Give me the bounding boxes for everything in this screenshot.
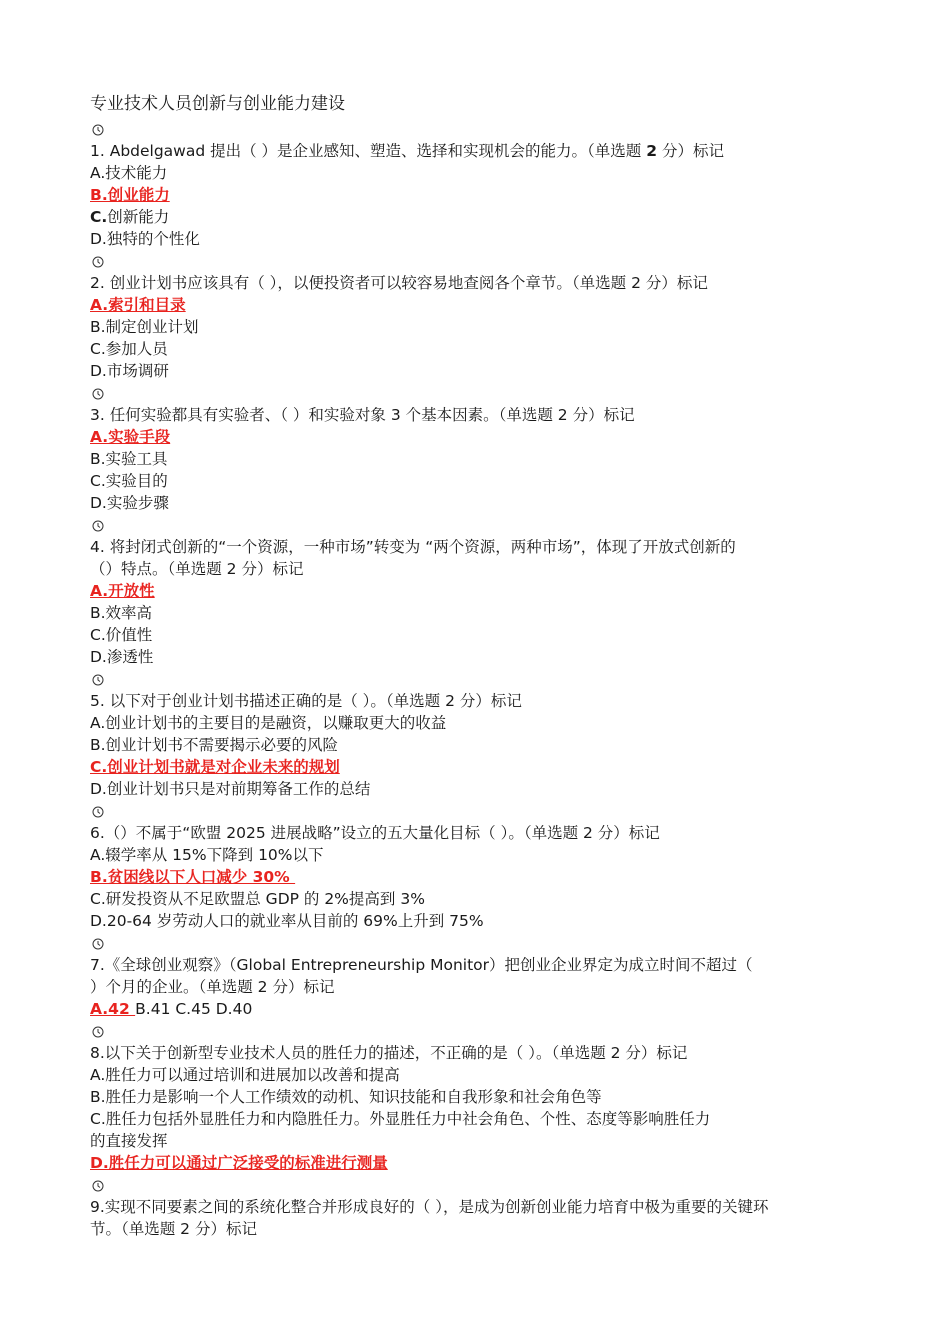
correct-answer[interactable]: A.实验手段: [90, 428, 171, 446]
option-d[interactable]: D.创业计划书只是对前期筹备工作的总结: [90, 780, 371, 798]
question-6: 6.（）不属于“欧盟 2025 进展战略”设立的五大量化目标（ ）。（单选题 2 分）标记: [90, 824, 660, 842]
inline-options: [90, 998, 870, 1020]
question-4: 4. 将封闭式创新的“一个资源，一种市场”转变为 “两个资源，两种市场”，体现了开放式创新的: [90, 538, 736, 556]
option-c[interactable]: C.研发投资从不足欧盟总 GDP 的 2%提高到 3%: [90, 890, 425, 908]
question-3: 3. 任何实验都具有实验者、（ ）和实验对象 3 个基本因素。（单选题 2 分）标记: [90, 406, 635, 424]
option-b: [90, 184, 870, 206]
option-b[interactable]: B.制定创业计划: [90, 318, 199, 336]
option-d: [90, 1152, 870, 1174]
correct-answer[interactable]: A.索引和目录: [90, 296, 186, 314]
option-b: [90, 866, 870, 888]
option-b[interactable]: B.效率高: [90, 604, 153, 622]
clock-icon: [90, 382, 870, 404]
clock-icon: [90, 118, 870, 140]
option-a[interactable]: A.胜任力可以通过培训和进展加以改善和提高: [90, 1066, 400, 1084]
other-options[interactable]: B.41 C.45 D.40: [135, 1000, 253, 1018]
option-a[interactable]: A.创业计划书的主要目的是融资，以赚取更大的收益: [90, 714, 447, 732]
option-c[interactable]: C.胜任力包括外显胜任力和内隐胜任力。外显胜任力中社会角色、个性、态度等影响胜任力: [90, 1110, 711, 1128]
option-d[interactable]: D.渗透性: [90, 648, 154, 666]
clock-icon: [90, 514, 870, 536]
option-d[interactable]: D.实验步骤: [90, 494, 169, 512]
correct-answer[interactable]: B.贫困线以下人口减少 30%: [90, 868, 296, 886]
option-a[interactable]: A.技术能力: [90, 164, 168, 182]
question-4-cont: （）特点。（单选题 2 分）标记: [90, 560, 304, 578]
correct-answer[interactable]: A.开放性: [90, 582, 155, 600]
correct-answer[interactable]: D.胜任力可以通过广泛接受的标准进行测量: [90, 1154, 388, 1172]
option-d[interactable]: D.20-64 岁劳动人口的就业率从目前的 69%上升到 75%: [90, 912, 484, 930]
question-2: 2. 创业计划书应该具有（ ），以便投资者可以较容易地查阅各个章节。（单选题 2 分）标记: [90, 274, 708, 292]
document-page: [90, 92, 870, 1240]
question-7-cont: ）个月的企业。（单选题 2 分）标记: [90, 978, 335, 996]
clock-icon: [90, 932, 870, 954]
option-b[interactable]: B.创业计划书不需要揭示必要的风险: [90, 736, 339, 754]
clock-icon: [90, 668, 870, 690]
question-1: 1. Abdelgawad 提出（ ）是企业感知、塑造、选择和实现机会的能力。（单选题 2 分）标记: [90, 142, 724, 160]
question-7: 7.《全球创业观察》（Global Entrepreneurship Monitor）把创业企业界定为成立时间不超过（: [90, 956, 753, 974]
option-c[interactable]: C.价值性: [90, 626, 153, 644]
correct-answer[interactable]: B.创业能力: [90, 186, 170, 204]
option-d[interactable]: D.独特的个性化: [90, 230, 200, 248]
option-c[interactable]: C.实验目的: [90, 472, 168, 490]
option-a: [90, 294, 870, 316]
question-9: 9.实现不同要素之间的系统化整合并形成良好的（ ），是成为创新创业能力培育中极为重要的关键环: [90, 1198, 769, 1216]
question-9-cont: 节。（单选题 2 分）标记: [90, 1220, 257, 1238]
clock-icon: [90, 250, 870, 272]
option-c[interactable]: C.参加人员: [90, 340, 168, 358]
option-c: [90, 756, 870, 778]
option-a: [90, 580, 870, 602]
correct-answer[interactable]: A.42: [90, 1000, 136, 1018]
clock-icon: [90, 800, 870, 822]
option-d[interactable]: D.市场调研: [90, 362, 169, 380]
option-c[interactable]: C.创新能力: [90, 208, 170, 226]
correct-answer[interactable]: C.创业计划书就是对企业未来的规划: [90, 758, 340, 776]
question-5: 5. 以下对于创业计划书描述正确的是（ ）。（单选题 2 分）标记: [90, 692, 522, 710]
clock-icon: [90, 1174, 870, 1196]
option-b[interactable]: B.胜任力是影响一个人工作绩效的动机、知识技能和自我形象和社会角色等: [90, 1088, 602, 1106]
question-8: 8.以下关于创新型专业技术人员的胜任力的描述，不正确的是（ ）。（单选题 2 分）标记: [90, 1044, 688, 1062]
option-a: [90, 426, 870, 448]
document-title: 专业技术人员创新与创业能力建设: [90, 94, 345, 114]
clock-icon: [90, 1020, 870, 1042]
option-b[interactable]: B.实验工具: [90, 450, 168, 468]
option-c-cont[interactable]: 的直接发挥: [90, 1132, 168, 1150]
option-a[interactable]: A.辍学率从 15%下降到 10%以下: [90, 846, 324, 864]
